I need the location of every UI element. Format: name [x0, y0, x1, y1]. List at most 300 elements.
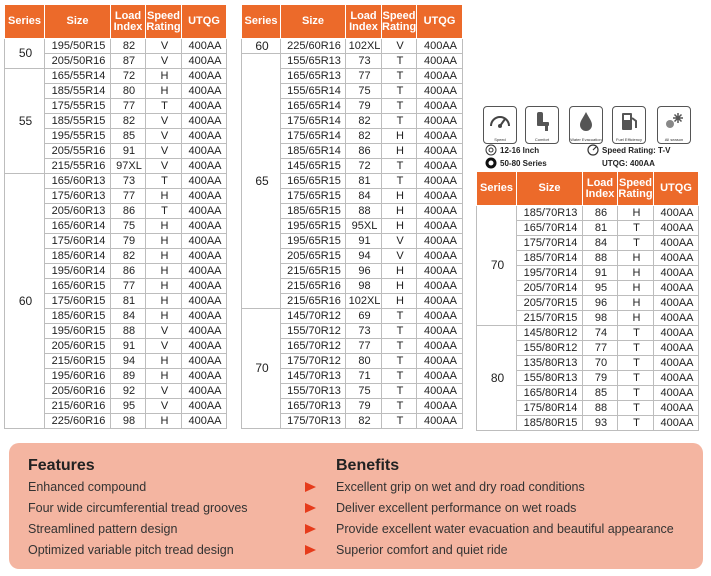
load-index-cell: 86	[111, 204, 146, 219]
load-index-cell: 102XL	[346, 39, 382, 54]
benefits-title: Benefits	[336, 457, 400, 474]
size-cell: 205/50R16	[45, 54, 111, 69]
legend-utqg: UTQG: 400AA	[602, 159, 655, 168]
rim-icon	[485, 144, 497, 156]
load-index-cell: 82	[346, 129, 382, 144]
size-cell: 215/70R15	[517, 311, 583, 326]
load-index-cell: 86	[111, 264, 146, 279]
size-cell: 175/70R12	[281, 354, 346, 369]
utqg-header: UTQG	[182, 5, 227, 39]
fuel-pump-icon: Fuel Efficiency	[612, 106, 646, 144]
utqg-header: UTQG	[417, 5, 463, 39]
load-index-cell: 89	[111, 369, 146, 384]
speed-rating-cell: T	[618, 386, 654, 401]
load-index-cell: 80	[111, 84, 146, 99]
utqg-cell: 400AA	[654, 206, 699, 221]
size-cell: 185/70R14	[517, 251, 583, 266]
load-index-cell: 77	[111, 99, 146, 114]
speed-rating-cell: V	[146, 399, 182, 414]
load-index-cell: 77	[346, 69, 382, 84]
load-index-header	[583, 172, 618, 206]
utqg-cell: 400AA	[654, 416, 699, 431]
table-row	[242, 309, 463, 324]
load-index-header-line1: Load	[586, 176, 614, 189]
load-index-cell: 73	[346, 54, 382, 69]
speed-rating-cell: H	[146, 414, 182, 429]
size-cell: 205/60R13	[45, 204, 111, 219]
features-panel	[9, 443, 703, 569]
table-row	[5, 174, 227, 189]
feature-item: Optimized variable pitch tread design	[28, 543, 234, 557]
size-cell: 175/60R14	[45, 234, 111, 249]
load-index-cell: 88	[583, 251, 618, 266]
utqg-cell: 400AA	[182, 399, 227, 414]
size-cell: 205/70R14	[517, 281, 583, 296]
size-cell: 205/70R15	[517, 296, 583, 311]
utqg-cell: 400AA	[182, 324, 227, 339]
load-index-cell: 79	[111, 234, 146, 249]
size-cell: 155/80R12	[517, 341, 583, 356]
size-cell: 155/80R13	[517, 371, 583, 386]
utqg-cell: 400AA	[417, 234, 463, 249]
load-index-cell: 88	[583, 401, 618, 416]
size-cell: 195/65R15	[281, 234, 346, 249]
benefit-item: Excellent grip on wet and dry road conditions	[336, 480, 585, 494]
size-cell: 185/65R14	[281, 144, 346, 159]
size-cell: 205/55R16	[45, 144, 111, 159]
table-header-row	[5, 5, 227, 39]
size-cell: 215/60R15	[45, 354, 111, 369]
speed-rating-cell: T	[618, 356, 654, 371]
speed-rating-cell: H	[146, 84, 182, 99]
speed-rating-cell: T	[382, 354, 417, 369]
series-cell: 70	[242, 309, 281, 429]
load-index-cell: 95XL	[346, 219, 382, 234]
speed-rating-cell: H	[382, 279, 417, 294]
load-index-cell: 79	[346, 99, 382, 114]
speed-rating-cell: H	[382, 264, 417, 279]
load-index-cell: 98	[583, 311, 618, 326]
utqg-cell: 400AA	[182, 264, 227, 279]
load-index-cell: 82	[111, 114, 146, 129]
load-index-cell: 84	[111, 309, 146, 324]
size-cell: 185/65R15	[281, 204, 346, 219]
load-index-cell: 75	[346, 384, 382, 399]
utqg-cell: 400AA	[417, 324, 463, 339]
size-cell: 145/65R15	[281, 159, 346, 174]
series-cell: 70	[477, 206, 517, 326]
utqg-cell: 400AA	[654, 326, 699, 341]
utqg-cell: 400AA	[182, 354, 227, 369]
size-cell: 165/70R14	[517, 221, 583, 236]
utqg-header: UTQG	[654, 172, 699, 206]
utqg-cell: 400AA	[417, 279, 463, 294]
size-cell: 165/70R12	[281, 339, 346, 354]
load-index-cell: 74	[583, 326, 618, 341]
speed-rating-cell: V	[382, 234, 417, 249]
size-cell: 225/60R16	[281, 39, 346, 54]
utqg-cell: 400AA	[417, 339, 463, 354]
size-cell: 165/60R13	[45, 174, 111, 189]
size-cell: 215/65R15	[281, 264, 346, 279]
load-index-cell: 82	[111, 249, 146, 264]
load-index-cell: 91	[346, 234, 382, 249]
utqg-cell: 400AA	[417, 54, 463, 69]
load-index-cell: 82	[346, 114, 382, 129]
load-index-cell: 88	[346, 204, 382, 219]
utqg-cell: 400AA	[182, 249, 227, 264]
series-header: Series	[242, 5, 281, 39]
utqg-cell: 400AA	[417, 189, 463, 204]
utqg-cell: 400AA	[417, 114, 463, 129]
size-cell: 165/65R13	[281, 69, 346, 84]
load-index-cell: 91	[111, 339, 146, 354]
size-header: Size	[281, 5, 346, 39]
size-table-2	[241, 4, 463, 429]
size-cell: 175/60R15	[45, 294, 111, 309]
utqg-cell: 400AA	[182, 129, 227, 144]
utqg-cell: 400AA	[182, 39, 227, 54]
utqg-cell: 400AA	[417, 264, 463, 279]
load-index-cell: 91	[583, 266, 618, 281]
utqg-cell: 400AA	[417, 99, 463, 114]
speed-rating-cell: T	[618, 401, 654, 416]
speed-rating-cell: T	[618, 416, 654, 431]
size-cell: 215/65R16	[281, 294, 346, 309]
size-cell: 215/55R16	[45, 159, 111, 174]
utqg-cell: 400AA	[417, 369, 463, 384]
load-index-cell: 73	[111, 174, 146, 189]
load-index-cell: 102XL	[346, 294, 382, 309]
load-index-cell: 79	[346, 399, 382, 414]
load-index-cell: 77	[111, 279, 146, 294]
load-index-cell: 95	[111, 399, 146, 414]
utqg-cell: 400AA	[654, 401, 699, 416]
speed-rating-cell: H	[146, 264, 182, 279]
speed-rating-cell: H	[146, 69, 182, 84]
utqg-cell: 400AA	[417, 294, 463, 309]
speed-rating-cell: T	[382, 174, 417, 189]
table-row	[242, 39, 463, 54]
load-index-cell: 95	[583, 281, 618, 296]
load-index-cell: 92	[111, 384, 146, 399]
size-cell: 215/60R16	[45, 399, 111, 414]
load-index-cell: 86	[583, 206, 618, 221]
utqg-cell: 400AA	[182, 234, 227, 249]
utqg-cell: 400AA	[654, 296, 699, 311]
load-index-cell: 85	[111, 129, 146, 144]
size-cell: 175/70R14	[517, 236, 583, 251]
load-index-cell: 82	[111, 39, 146, 54]
speed-rating-cell: T	[618, 326, 654, 341]
utqg-cell: 400AA	[654, 356, 699, 371]
speed-rating-cell: H	[146, 354, 182, 369]
speed-rating-cell: H	[382, 189, 417, 204]
size-cell: 185/70R13	[517, 206, 583, 221]
speed-rating-cell: H	[382, 144, 417, 159]
speed-rating-cell: T	[618, 341, 654, 356]
series-cell: 50	[5, 39, 45, 69]
speed-rating-cell: H	[618, 311, 654, 326]
speed-rating-cell: H	[618, 281, 654, 296]
utqg-cell: 400AA	[182, 279, 227, 294]
utqg-cell: 400AA	[654, 386, 699, 401]
size-cell: 175/80R14	[517, 401, 583, 416]
size-cell: 195/50R15	[45, 39, 111, 54]
size-cell: 205/60R16	[45, 384, 111, 399]
size-cell: 225/60R16	[45, 414, 111, 429]
speed-rating-cell: H	[146, 234, 182, 249]
speedometer-icon: Speed	[483, 106, 517, 144]
utqg-cell: 400AA	[417, 159, 463, 174]
series-cell: 55	[5, 69, 45, 174]
utqg-cell: 400AA	[182, 54, 227, 69]
size-cell: 185/55R15	[45, 114, 111, 129]
load-index-cell: 96	[346, 264, 382, 279]
load-index-cell: 72	[111, 69, 146, 84]
size-cell: 195/65R15	[281, 219, 346, 234]
series-header: Series	[5, 5, 45, 39]
utqg-cell: 400AA	[417, 84, 463, 99]
utqg-cell: 400AA	[182, 414, 227, 429]
arrow-icon	[305, 503, 316, 513]
size-cell: 165/60R14	[45, 219, 111, 234]
size-cell: 175/65R14	[281, 114, 346, 129]
speed-rating-cell: T	[382, 339, 417, 354]
utqg-cell: 400AA	[417, 354, 463, 369]
load-index-cell: 88	[111, 324, 146, 339]
utqg-cell: 400AA	[182, 99, 227, 114]
load-index-cell: 81	[111, 294, 146, 309]
feature-item: Enhanced compound	[28, 480, 147, 494]
speed-rating-cell: T	[382, 99, 417, 114]
load-index-header-line2: Index	[349, 20, 378, 33]
table-row	[477, 206, 699, 221]
speed-rating-cell: T	[382, 159, 417, 174]
arrow-icon	[305, 545, 316, 555]
speed-rating-cell: T	[382, 69, 417, 84]
speed-rating-cell: H	[382, 294, 417, 309]
load-index-header-line1: Load	[350, 9, 377, 22]
utqg-cell: 400AA	[417, 309, 463, 324]
size-cell: 165/60R15	[45, 279, 111, 294]
load-index-cell: 79	[583, 371, 618, 386]
speed-rating-cell: H	[146, 249, 182, 264]
size-cell: 185/55R14	[45, 84, 111, 99]
load-index-cell: 87	[111, 54, 146, 69]
load-index-cell: 93	[583, 416, 618, 431]
speed-rating-cell: T	[146, 174, 182, 189]
utqg-cell: 400AA	[182, 339, 227, 354]
water-drop-icon: Water Evacuation	[569, 106, 603, 144]
size-cell: 155/70R12	[281, 324, 346, 339]
speed-rating-cell: V	[146, 54, 182, 69]
speed-rating-cell: H	[146, 309, 182, 324]
size-table-1	[4, 4, 227, 429]
load-index-cell: 81	[583, 221, 618, 236]
load-index-cell: 84	[583, 236, 618, 251]
utqg-cell: 400AA	[417, 69, 463, 84]
load-index-cell: 75	[111, 219, 146, 234]
load-index-cell: 77	[583, 341, 618, 356]
speed-rating-cell: H	[618, 266, 654, 281]
legend-inch: 12-16 Inch	[500, 146, 540, 155]
speed-rating-cell: V	[146, 114, 182, 129]
utqg-cell: 400AA	[654, 221, 699, 236]
load-index-header	[346, 5, 382, 39]
benefit-item: Provide excellent water evacuation and beautiful appearance	[336, 522, 674, 536]
load-index-cell: 75	[346, 84, 382, 99]
utqg-cell: 400AA	[417, 249, 463, 264]
speed-rating-cell: H	[382, 204, 417, 219]
speed-rating-cell: T	[618, 221, 654, 236]
utqg-cell: 400AA	[654, 311, 699, 326]
seat-icon: Comfort	[525, 106, 559, 144]
load-index-cell: 80	[346, 354, 382, 369]
speed-rating-cell: H	[146, 219, 182, 234]
size-cell: 165/55R14	[45, 69, 111, 84]
size-cell: 195/60R15	[45, 324, 111, 339]
size-cell: 185/60R15	[45, 309, 111, 324]
speed-rating-cell: H	[146, 369, 182, 384]
tire-icon	[485, 157, 497, 169]
speed-rating-cell: T	[382, 309, 417, 324]
load-index-cell: 94	[346, 249, 382, 264]
speed-rating-header	[618, 172, 654, 206]
utqg-cell: 400AA	[182, 384, 227, 399]
snowflake-sun-icon: All season	[657, 106, 691, 144]
utqg-cell: 400AA	[182, 69, 227, 84]
utqg-cell: 400AA	[417, 399, 463, 414]
speed-rating-cell: V	[146, 159, 182, 174]
speed-rating-header-line1: Speed	[382, 9, 416, 22]
size-cell: 195/55R15	[45, 129, 111, 144]
table-row	[242, 54, 463, 69]
speed-rating-cell: V	[146, 324, 182, 339]
speed-rating-cell: T	[382, 84, 417, 99]
size-cell: 135/80R13	[517, 356, 583, 371]
speed-rating-header-line2: Rating	[382, 20, 417, 33]
utqg-cell: 400AA	[417, 174, 463, 189]
speed-rating-cell: H	[618, 206, 654, 221]
speed-rating-cell: H	[618, 251, 654, 266]
size-cell: 165/70R13	[281, 399, 346, 414]
speed-rating-header-line1: Speed	[618, 176, 652, 189]
table-header-row	[477, 172, 699, 206]
size-header: Size	[517, 172, 583, 206]
speed-rating-cell: T	[382, 414, 417, 429]
load-index-cell: 81	[346, 174, 382, 189]
size-cell: 185/80R15	[517, 416, 583, 431]
size-cell: 145/70R12	[281, 309, 346, 324]
load-index-cell: 96	[583, 296, 618, 311]
size-cell: 215/65R16	[281, 279, 346, 294]
utqg-cell: 400AA	[654, 266, 699, 281]
feature-icons	[483, 106, 693, 168]
speed-rating-cell: T	[382, 369, 417, 384]
speed-rating-cell: V	[382, 249, 417, 264]
table-row	[477, 326, 699, 341]
speed-rating-header	[146, 5, 182, 39]
speed-rating-cell: T	[382, 399, 417, 414]
speed-rating-cell: V	[382, 39, 417, 54]
series-cell: 60	[242, 39, 281, 54]
feature-item: Streamlined pattern design	[28, 522, 178, 536]
load-index-header-line2: Index	[585, 187, 615, 200]
size-cell: 155/65R13	[281, 54, 346, 69]
utqg-cell: 400AA	[654, 341, 699, 356]
speed-rating-cell: T	[618, 371, 654, 386]
utqg-cell: 400AA	[417, 219, 463, 234]
series-cell: 60	[5, 174, 45, 429]
table-row	[5, 39, 227, 54]
series-header: Series	[477, 172, 517, 206]
load-index-cell: 72	[346, 159, 382, 174]
speed-rating-cell: T	[382, 384, 417, 399]
speed-rating-cell: H	[146, 294, 182, 309]
speed-rating-cell: H	[382, 219, 417, 234]
load-index-cell: 91	[111, 144, 146, 159]
size-cell: 145/80R12	[517, 326, 583, 341]
load-index-header	[111, 5, 146, 39]
speed-rating-cell: V	[146, 129, 182, 144]
size-cell: 165/65R15	[281, 174, 346, 189]
size-cell: 205/60R15	[45, 339, 111, 354]
size-cell: 165/65R14	[281, 99, 346, 114]
speed-rating-cell: T	[382, 114, 417, 129]
size-header: Size	[45, 5, 111, 39]
utqg-cell: 400AA	[417, 129, 463, 144]
benefit-item: Deliver excellent performance on wet roads	[336, 501, 577, 515]
load-index-cell: 71	[346, 369, 382, 384]
table-header-row	[242, 5, 463, 39]
size-cell: 155/70R13	[281, 384, 346, 399]
load-index-cell: 94	[111, 354, 146, 369]
speed-rating-cell: V	[146, 384, 182, 399]
size-cell: 185/60R14	[45, 249, 111, 264]
load-index-cell: 82	[346, 414, 382, 429]
utqg-cell: 400AA	[182, 174, 227, 189]
speed-rating-cell: H	[146, 189, 182, 204]
utqg-cell: 400AA	[182, 219, 227, 234]
load-index-cell: 97XL	[111, 159, 146, 174]
load-index-cell: 85	[583, 386, 618, 401]
size-cell: 175/70R13	[281, 414, 346, 429]
size-cell: 195/60R16	[45, 369, 111, 384]
speed-rating-cell: H	[146, 279, 182, 294]
size-cell: 195/70R14	[517, 266, 583, 281]
gauge-icon	[587, 144, 599, 156]
utqg-cell: 400AA	[417, 204, 463, 219]
load-index-cell: 77	[346, 339, 382, 354]
legend-series: 50-80 Series	[500, 159, 547, 168]
utqg-cell: 400AA	[182, 369, 227, 384]
utqg-cell: 400AA	[182, 204, 227, 219]
speed-rating-cell: H	[618, 296, 654, 311]
size-cell: 205/65R15	[281, 249, 346, 264]
size-cell: 175/65R15	[281, 189, 346, 204]
speed-rating-cell: T	[146, 204, 182, 219]
utqg-cell: 400AA	[182, 84, 227, 99]
load-index-header-line1: Load	[114, 9, 142, 22]
load-index-cell: 98	[346, 279, 382, 294]
speed-rating-cell: V	[146, 144, 182, 159]
utqg-cell: 400AA	[654, 371, 699, 386]
table-row	[5, 69, 227, 84]
utqg-cell: 400AA	[417, 384, 463, 399]
series-cell: 80	[477, 326, 517, 431]
size-cell: 155/65R14	[281, 84, 346, 99]
